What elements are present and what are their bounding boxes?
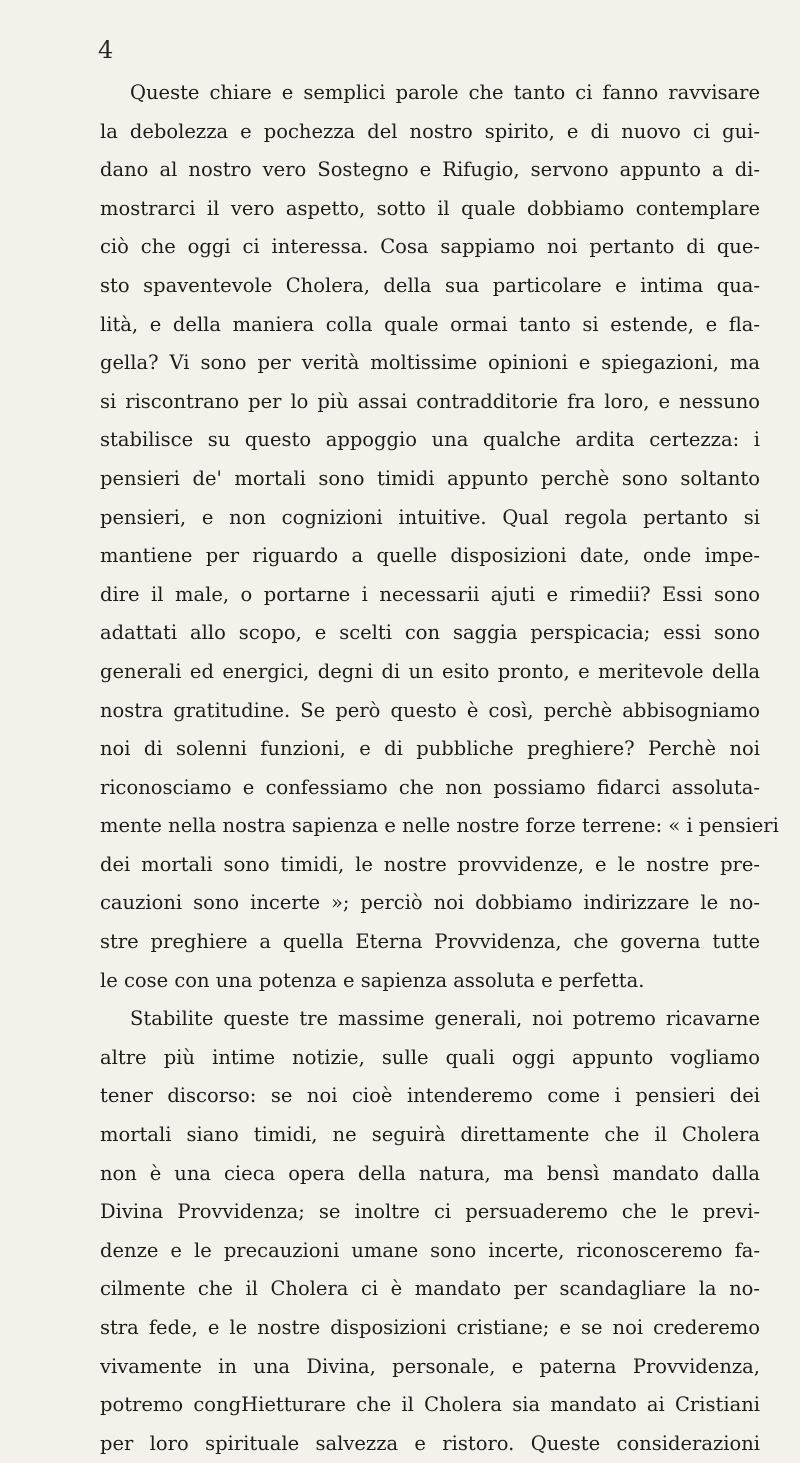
text-line: per loro spirituale salvezza e ristoro. Queste considerazioni bbox=[100, 1431, 760, 1455]
text-line: sto spaventevole Cholera, della sua particolare e intima qua- bbox=[100, 273, 760, 297]
text-line: altre più intime notizie, sulle quali oggi appunto vogliamo bbox=[100, 1045, 760, 1069]
text-line: lità, e della maniera colla quale ormai tanto si estende, e fla- bbox=[100, 312, 760, 336]
text-line: tener discorso: se noi cioè intenderemo come i pensieri dei bbox=[100, 1084, 760, 1108]
text-line: si riscontrano per lo più assai contradditorie fra loro, e nessuno bbox=[100, 389, 760, 413]
text-line: Divina Provvidenza; se inoltre ci persuaderemo che le previ- bbox=[100, 1200, 760, 1224]
text-line: non è una cieca opera della natura, ma bensì mandato dalla bbox=[100, 1161, 760, 1185]
text-line: dei mortali sono timidi, le nostre provvidenze, e le nostre pre- bbox=[100, 852, 760, 876]
text-line: mostrarci il vero aspetto, sotto il quale dobbiamo contemplare bbox=[100, 196, 760, 220]
text-line: dano al nostro vero Sostegno e Rifugio, servono appunto a di- bbox=[100, 158, 760, 182]
text-line: generali ed energici, degni di un esito pronto, e meritevole della bbox=[100, 659, 760, 683]
text-line: dire il male, o portarne i necessarii ajuti e rimedii? Essi sono bbox=[100, 582, 760, 606]
text-line: vivamente in una Divina, personale, e paterna Provvidenza, bbox=[100, 1354, 760, 1378]
text-line: riconosciamo e confessiamo che non possiamo fidarci assoluta- bbox=[100, 775, 760, 799]
text-line: Stabilite queste tre massime generali, noi potremo ricavarne bbox=[130, 1007, 760, 1031]
page-number: 4 bbox=[98, 36, 114, 64]
text-line: pensieri, e non cognizioni intuitive. Qual regola pertanto si bbox=[100, 505, 760, 529]
text-line: cauzioni sono incerte »; perciò noi dobbiamo indirizzare le no- bbox=[100, 891, 760, 915]
text-line: potremo congHietturare che il Cholera sia mandato ai Cristiani bbox=[100, 1393, 760, 1417]
text-line: mantiene per riguardo a quelle disposizioni date, onde impe- bbox=[100, 544, 760, 568]
text-line: mente nella nostra sapienza e nelle nostre forze terrene: « i pensieri bbox=[100, 814, 779, 838]
text-line: Queste chiare e semplici parole che tanto ci fanno ravvisare bbox=[130, 81, 760, 104]
text-line: noi di solenni funzioni, e di pubbliche preghiere? Perchè noi bbox=[100, 737, 760, 761]
text-line: pensieri de' mortali sono timidi appunto perchè sono soltanto bbox=[100, 466, 760, 490]
text-line: stabilisce su questo appoggio una qualche ardita certezza: i bbox=[100, 428, 760, 452]
text-line: adattati allo scopo, e scelti con saggia perspicacia; essi sono bbox=[100, 621, 760, 645]
text-line: gella? Vi sono per verità moltissime opinioni e spiegazioni, ma bbox=[100, 351, 760, 375]
text-line: ciò che oggi ci interessa. Cosa sappiamo noi pertanto di que- bbox=[100, 235, 760, 259]
text-line: nostra gratitudine. Se però questo è così, perchè abbisogniamo bbox=[100, 698, 760, 722]
text-line: stra fede, e le nostre disposizioni cristiane; e se noi crederemo bbox=[100, 1316, 760, 1339]
text-line: stre preghiere a quella Eterna Provvidenza, che governa tutte bbox=[100, 930, 760, 954]
text-line: la debolezza e pochezza del nostro spirito, e di nuovo ci gui- bbox=[100, 119, 760, 143]
text-line: cilmente che il Cholera ci è mandato per scandagliare la no- bbox=[100, 1277, 760, 1301]
body-text bbox=[100, 74, 779, 1463]
text-line: le cose con una potenza e sapienza assoluta e perfetta. bbox=[100, 968, 645, 992]
text-line: denze e le precauzioni umane sono incerte, riconosceremo fa- bbox=[100, 1238, 760, 1262]
text-line: mortali siano timidi, ne seguirà direttamente che il Cholera bbox=[100, 1123, 760, 1147]
